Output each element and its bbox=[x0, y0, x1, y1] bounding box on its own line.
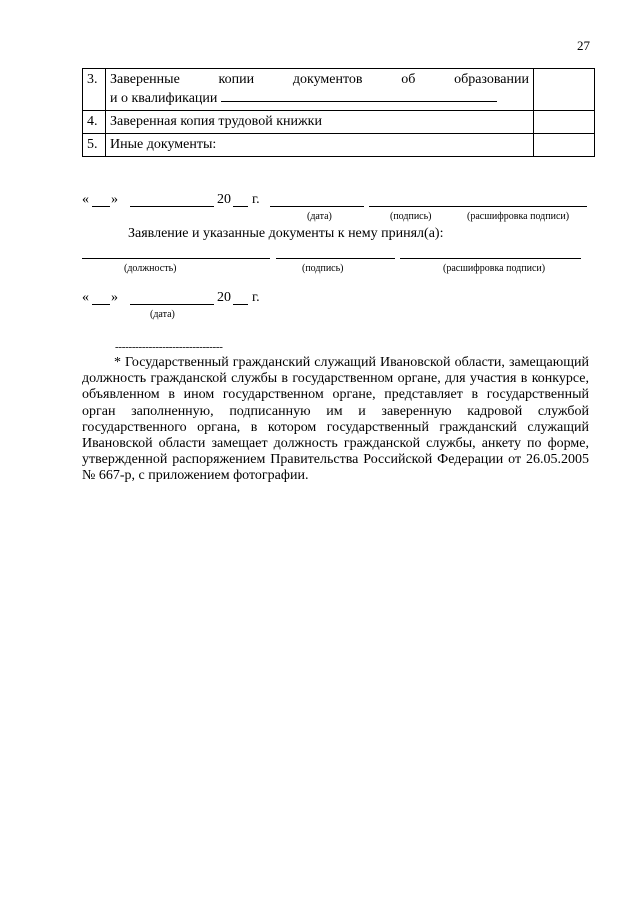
caption-decoding: (расшифровка подписи) bbox=[467, 211, 570, 222]
page-number: 27 bbox=[577, 38, 590, 53]
row-text: Заверенная копия трудовой книжки bbox=[106, 111, 534, 134]
row-text-label: и о квалификации bbox=[110, 91, 218, 106]
day-blank[interactable] bbox=[92, 206, 110, 207]
caption-decoding: (расшифровка подписи) bbox=[443, 263, 546, 274]
qualification-blank[interactable] bbox=[221, 88, 497, 102]
signature-blank[interactable] bbox=[369, 206, 587, 207]
table-row bbox=[83, 69, 595, 111]
caption-date: (дата) bbox=[150, 309, 175, 320]
month-blank[interactable] bbox=[130, 206, 214, 207]
year-suffix: г. bbox=[252, 290, 260, 305]
open-quote: « bbox=[82, 192, 89, 207]
year-suffix: г. bbox=[252, 192, 260, 207]
row-mark-cell[interactable] bbox=[534, 134, 595, 157]
footnote-separator: -------------------------------- bbox=[115, 341, 223, 353]
word: образовании bbox=[454, 72, 529, 87]
year-prefix: 20 bbox=[217, 290, 231, 305]
table-row bbox=[83, 111, 595, 134]
receiver-signature-blank[interactable] bbox=[276, 258, 395, 259]
open-quote: « bbox=[82, 290, 89, 305]
documents-table bbox=[82, 68, 595, 157]
row-text: Иные документы: bbox=[106, 134, 534, 157]
position-blank[interactable] bbox=[82, 258, 270, 259]
word: Заверенные bbox=[110, 72, 180, 87]
receipt-date-row bbox=[82, 288, 282, 308]
receiver-decoding-blank[interactable] bbox=[400, 258, 581, 259]
applicant-sign-row bbox=[82, 190, 594, 210]
caption-position: (должность) bbox=[124, 263, 177, 274]
close-quote: » bbox=[111, 192, 118, 207]
caption-date: (дата) bbox=[307, 211, 332, 222]
table-row bbox=[83, 134, 595, 157]
receiver-sign-row bbox=[82, 242, 594, 262]
date-blank[interactable] bbox=[270, 206, 364, 207]
row-text-line-1 bbox=[110, 72, 529, 88]
year-blank[interactable] bbox=[233, 206, 248, 207]
year-prefix: 20 bbox=[217, 192, 231, 207]
row-number: 4. bbox=[83, 111, 106, 134]
word: документов bbox=[292, 72, 363, 87]
month-blank[interactable] bbox=[130, 304, 214, 305]
received-text: Заявление и указанные документы к нему принял(а): bbox=[128, 226, 444, 241]
caption-signature: (подпись) bbox=[390, 211, 432, 222]
row-number: 3. bbox=[83, 69, 106, 111]
word: об bbox=[401, 72, 416, 87]
row-text-line-2 bbox=[110, 88, 529, 107]
row-text bbox=[106, 69, 534, 111]
caption-signature: (подпись) bbox=[302, 263, 344, 274]
close-quote: » bbox=[111, 290, 118, 305]
row-mark-cell[interactable] bbox=[534, 69, 595, 111]
year-blank[interactable] bbox=[233, 304, 248, 305]
day-blank[interactable] bbox=[92, 304, 110, 305]
footnote-text: * Государственный гражданский служащий Ивановской области, замещающий должность гражданской службы в государственном органе, для участия в конкурсе, объявленном в ином государственном органе, представляет в государственный орган заполненную, подписанную им и заверенную кадровой службой государственного органа, в котором государственный гражданский служащий Ивановской области замещает должность гражданской службы, анкету по форме, утвержденной распоряжением Правительства Российской Федерации от 26.05.2005 № 667-р, с приложением фотографии. bbox=[82, 355, 589, 484]
row-mark-cell[interactable] bbox=[534, 111, 595, 134]
row-number: 5. bbox=[83, 134, 106, 157]
word: копии bbox=[218, 72, 255, 87]
